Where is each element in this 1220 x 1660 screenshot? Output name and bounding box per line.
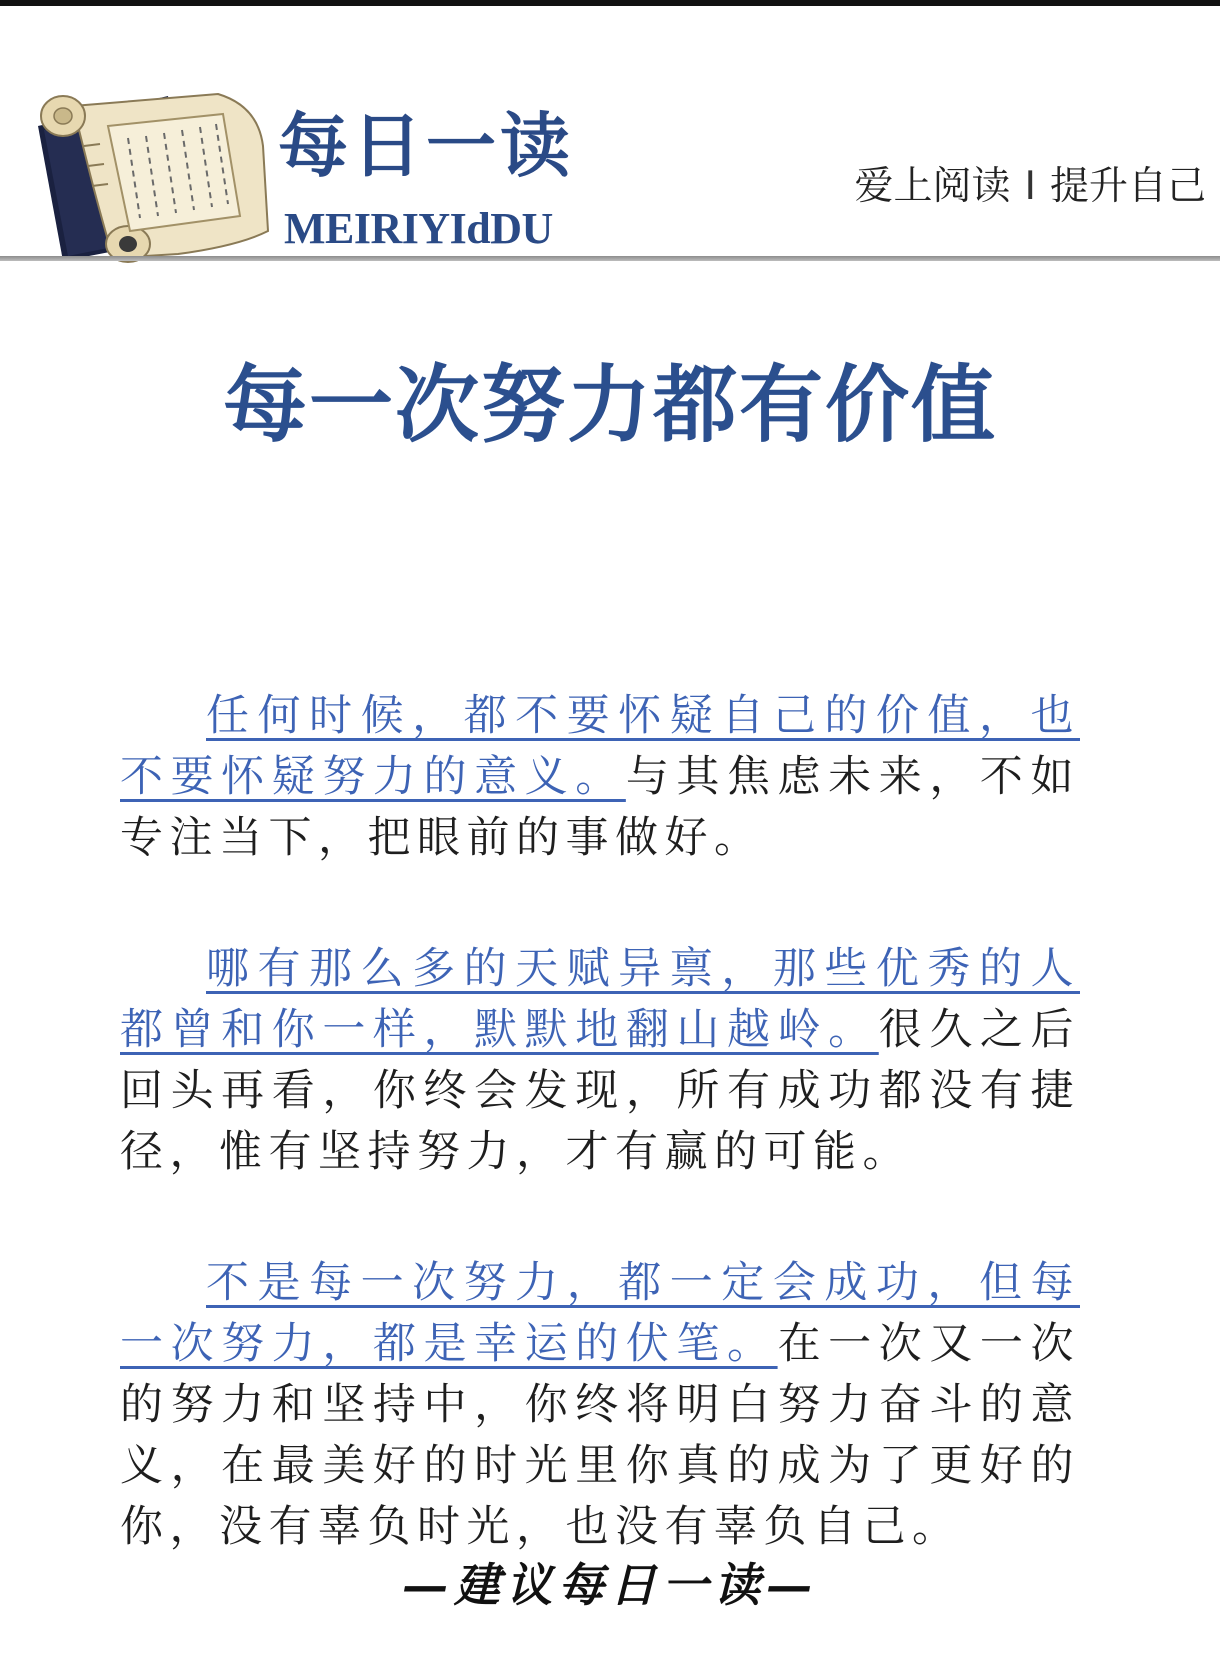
paragraph-2-text: 很久之后回头再看，你终会发现，所有成功都没有捷径，惟有坚持努力，才有赢的可能。 [120,1005,1081,1177]
header-divider [0,256,1220,261]
paragraph-2 [120,939,1080,1183]
paragraph-3-highlight: 不是每一次努力，都一定会成功，但每一次努力，都是幸运的伏笔。 [120,1258,1080,1369]
header [0,6,1220,256]
paragraph-3-text: 在一次又一次的努力和坚持中，你终将明白努力奋斗的意义，在最美好的时光里你真的成为了更好的你，没有辜负时光，也没有辜负自己。 [120,1319,1081,1552]
brand-title: 每日一读 [278,104,574,187]
paragraph-1-text: 与其焦虑未来，不如专注当下，把眼前的事做好。 [120,752,1081,863]
paragraph-1-highlight: 任何时候，都不要怀疑自己的价值，也不要怀疑努力的意义。 [120,691,1080,802]
brand-subtitle: MEIRIYIdDU [284,204,553,253]
article-body [120,686,1080,1628]
signature: —建议每日一读— [402,1558,818,1612]
slogan-right: 提升自己 [1049,164,1206,209]
slogan [854,162,1206,212]
slogan-separator: I [1024,164,1036,209]
paragraph-3 [120,1253,1080,1558]
article-title: 每一次努力都有价值 [222,355,997,454]
paragraph-1 [120,686,1080,869]
scroll-book-icon [18,86,278,266]
slogan-left: 爱上阅读 [854,164,1011,209]
paragraph-2-highlight: 哪有那么多的天赋异禀，那些优秀的人都曾和你一样，默默地翻山越岭。 [120,944,1080,1055]
